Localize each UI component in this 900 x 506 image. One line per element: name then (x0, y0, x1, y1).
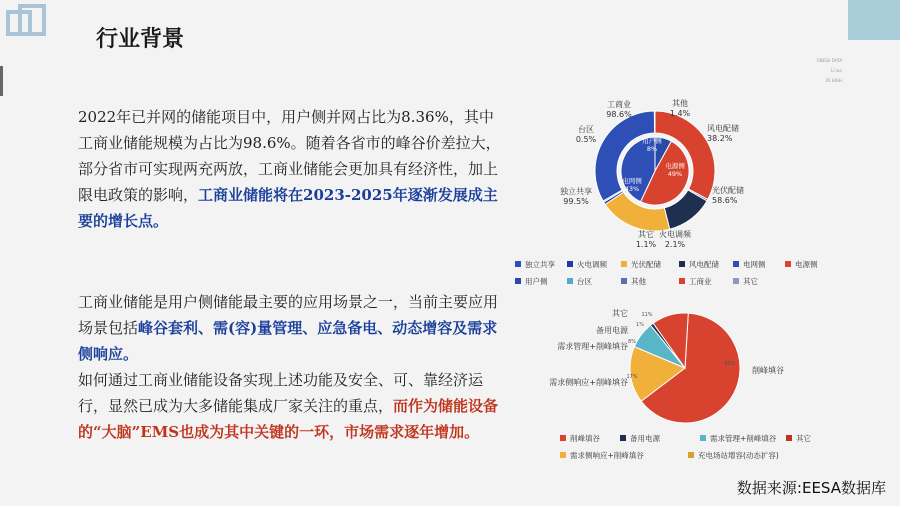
legend2-swatch-5 (688, 452, 694, 458)
legend2-label-2: 需求管理+削峰填谷 (710, 434, 777, 443)
legend2-swatch-1 (620, 435, 626, 441)
legend2-label-5: 充电场站增容(动态扩容) (698, 451, 779, 460)
legend1-label-4: 电网侧 (743, 260, 766, 269)
pie2-pct-2: 8% (628, 339, 636, 345)
inner-pct-2: 43% (624, 185, 640, 193)
legend1-swatch-6 (515, 278, 521, 284)
paragraph2-red-highlight: 而作为储能设备的“大脑”EMS也成为其中关键的一环，市场需求逐年增加。 (78, 397, 499, 441)
outer-label-5: 其它 (638, 230, 654, 239)
pie2-label-4: 其它 (612, 309, 628, 318)
paragraph2-intro: 工商业储能是用户侧储能最主要的应用场景之一，当前主要应用场景包括 (78, 293, 499, 337)
donut-chart (515, 98, 818, 286)
legend1-swatch-1 (567, 261, 573, 267)
outer-pct-0: 98.6% (606, 110, 632, 119)
inner-pct-0: 8% (646, 145, 658, 153)
pie2-pct-3: 1% (636, 322, 644, 328)
legend2-swatch-0 (560, 435, 566, 441)
legend2-label-1: 备用电源 (630, 434, 660, 443)
inner-label-0: 用户侧 (642, 137, 662, 145)
scenario-pie-chart (549, 308, 811, 460)
page-title: 行业背景 (96, 27, 185, 52)
inner-pct-1: 49% (667, 170, 683, 178)
pie2-pct-1: 17% (626, 374, 638, 380)
outer-label-7: 台区 (578, 125, 594, 134)
pie2-pct-0: 65% (724, 361, 736, 367)
outer-pct-2: 38.2% (707, 134, 733, 143)
legend1-swatch-4 (733, 261, 739, 267)
legend1-swatch-9 (679, 278, 685, 284)
paragraph1-highlight: 工商业储能将在2023-2025年逐渐发展成主要的增长点。 (78, 186, 498, 230)
outer-label-0: 工商业 (607, 100, 631, 109)
paragraph1-text: 2022年已并网的储能项目中，用户侧并网占比为8.36%，其中工商业储能规模为占比为98.6%。随着各省市的峰谷价差拉大，部分省市可实现两充两放，工商业储能会更加具有经济性，加上限电政策的影响， (78, 108, 501, 204)
inner-label-1: 电源侧 (665, 162, 685, 170)
outer-pct-1: 1.4% (669, 109, 691, 118)
legend1-swatch-7 (567, 278, 573, 284)
outer-pct-5: 1.1% (635, 240, 657, 249)
legend1-label-3: 风电配储 (689, 260, 719, 269)
legend1-swatch-8 (621, 278, 627, 284)
outer-pct-6: 99.5% (563, 197, 589, 206)
legend1-label-0: 独立共享 (525, 260, 555, 269)
data-source: 数据来源:EESA数据库 (736, 479, 886, 497)
outer-label-2: 风电配储 (707, 124, 739, 133)
legend1-label-2: 光伏配储 (631, 260, 661, 269)
legend1-label-6: 用户侧 (525, 277, 548, 286)
paragraph2-highlight: 峰谷套利、需(容)量管理、应急备电、动态增容及需求侧响应。 (78, 319, 498, 363)
legend1-swatch-2 (621, 261, 627, 267)
legend2-label-4: 需求侧响应+削峰填谷 (570, 451, 644, 460)
paragraph2-body: 如何通过工商业储能设备实现上述功能及安全、可、靠经济运行，显然已成为大多储能集成厂家关注的重点， (78, 371, 484, 415)
tiny-text-3: 20 HIGH (825, 78, 842, 83)
legend2-swatch-3 (786, 435, 792, 441)
outer-pct-4: 2.1% (664, 240, 686, 249)
legend1-label-10: 其它 (743, 277, 758, 286)
pie2-label-1: 需求侧响应+削峰填谷 (549, 378, 628, 387)
legend1-swatch-3 (679, 261, 685, 267)
tiny-text-2: Li-ion (831, 68, 842, 73)
legend1-swatch-5 (785, 261, 791, 267)
legend1-label-8: 其他 (631, 277, 646, 286)
outer-label-1: 其他 (672, 99, 688, 108)
legend1-swatch-0 (515, 261, 521, 267)
legend1-label-7: 台区 (577, 277, 592, 286)
legend2-swatch-2 (700, 435, 706, 441)
outer-slice-7 (654, 111, 655, 133)
pie2-label-0: 削峰填谷 (752, 366, 784, 375)
pie2-pct-4: 11% (641, 312, 653, 318)
inner-label-2: 电网侧 (622, 177, 642, 185)
legend1-swatch-10 (733, 278, 739, 284)
outer-label-3: 光伏配储 (712, 186, 744, 195)
legend2-label-0: 削峰填谷 (570, 434, 600, 443)
legend1-label-5: 电源侧 (795, 260, 818, 269)
pie2-label-3: 备用电源 (596, 326, 628, 335)
legend2-label-3: 其它 (796, 434, 811, 443)
outer-label-6: 独立共享 (560, 187, 592, 196)
pie2-label-2: 需求管理+削峰填谷 (557, 342, 628, 351)
legend1-label-1: 火电调频 (577, 260, 607, 269)
outer-pct-7: 0.5% (575, 135, 597, 144)
outer-label-4: 火电调频 (659, 230, 691, 239)
legend1-label-9: 工商业 (689, 277, 712, 286)
tiny-text-1: CNESA DATA (816, 58, 842, 63)
legend2-swatch-4 (560, 452, 566, 458)
outer-pct-3: 58.6% (712, 196, 738, 205)
